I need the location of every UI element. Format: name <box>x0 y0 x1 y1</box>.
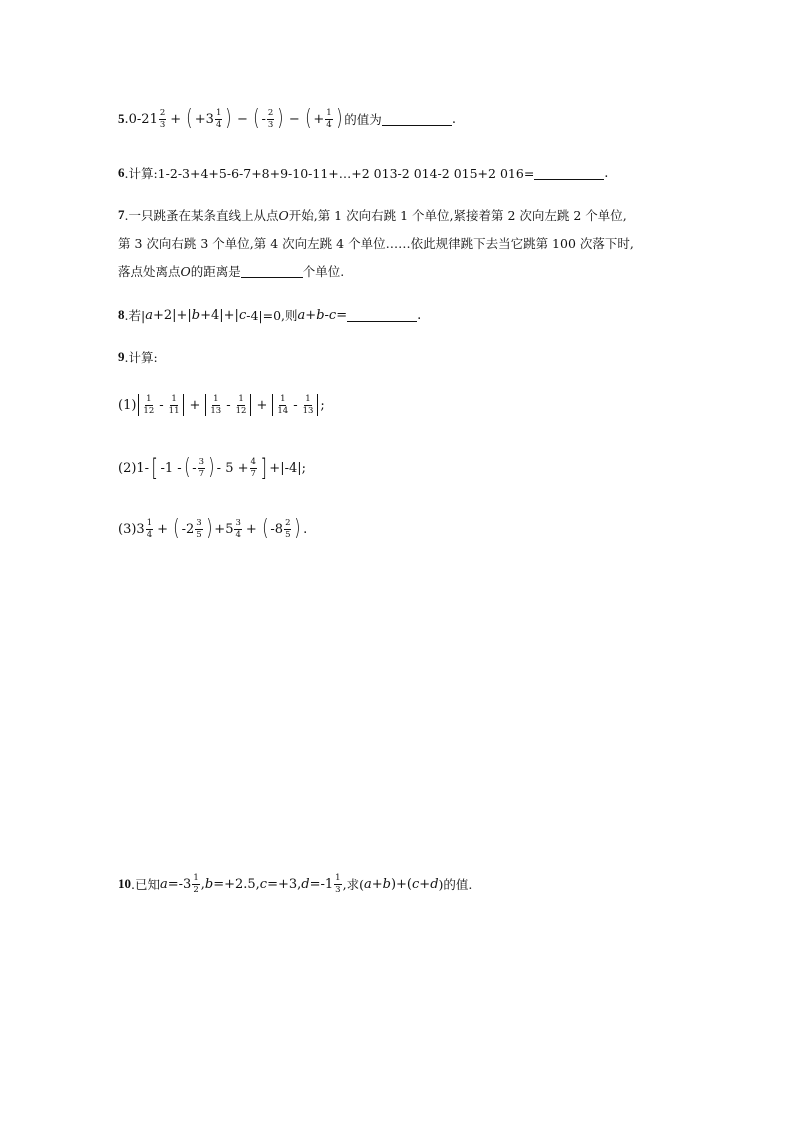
question-6 <box>118 164 608 182</box>
variable: d <box>301 876 310 892</box>
question-text: 落点处离点 <box>118 264 181 279</box>
question-text: 个单位. <box>302 264 345 279</box>
question-9-part-1 <box>118 394 325 416</box>
variable: c <box>412 876 420 892</box>
question-7-line-2 <box>118 234 634 252</box>
fraction: 1 4 <box>215 108 222 130</box>
question-text: 的距离是 <box>190 264 241 279</box>
expression-text: + <box>313 111 325 127</box>
question-text: ,求( <box>342 877 364 892</box>
abs-bar <box>317 394 318 416</box>
expression-text: =-3 <box>167 876 192 892</box>
fraction: $\frac{1}{4}$ <box>326 108 332 130</box>
right-paren: ) <box>208 455 215 480</box>
left-paren: ( <box>304 106 312 131</box>
question-9-part-2 <box>118 456 306 480</box>
variable: a <box>363 876 372 892</box>
expression-text: -2 <box>181 521 195 537</box>
operator: - <box>159 397 164 413</box>
question-9 <box>118 348 158 366</box>
expression-text: +4|+| <box>200 307 239 323</box>
expression-text: =-1 <box>309 876 334 892</box>
point-label: O <box>180 263 191 279</box>
operator: - <box>293 397 298 413</box>
operator: = <box>336 307 348 323</box>
fraction: 1 2 <box>193 873 199 895</box>
abs-bar <box>250 394 251 416</box>
question-number: 7 <box>118 207 125 222</box>
expression-text: - <box>261 111 266 127</box>
fraction: 1 13 <box>302 394 314 416</box>
question-text: 的值为 <box>344 112 382 127</box>
expression-text: =+2.5, <box>213 876 260 892</box>
abs-bar <box>183 394 184 416</box>
answer-blank[interactable] <box>382 113 452 126</box>
variable: b <box>382 876 391 892</box>
abs-bar <box>205 394 206 416</box>
question-8 <box>118 306 421 324</box>
expression-text: =+3, <box>267 876 302 892</box>
answer-blank[interactable] <box>534 167 604 180</box>
question-text: .计算: <box>124 350 158 365</box>
answer-blank[interactable] <box>241 265 303 278</box>
question-text: )的值. <box>438 877 473 892</box>
question-7-line-3 <box>118 262 344 280</box>
fraction: 1 12 <box>235 394 247 416</box>
fraction: 1 13 <box>210 394 222 416</box>
variable: a <box>297 307 306 323</box>
question-text: .计算:1-2-3+4+5-6-7+8+9-10-11+…+2 013-2 014-2 015+2 016= <box>124 166 535 181</box>
question-text: 开始,第 1 次向右跳 1 个单位,紧接着第 2 次向左跳 2 个单位, <box>288 208 627 223</box>
question-text: .若| <box>124 308 146 323</box>
operator: − <box>236 111 248 127</box>
right-bracket: ] <box>260 454 267 482</box>
operator: + <box>157 521 169 537</box>
operator: + <box>371 876 383 892</box>
punctuation: ; <box>320 397 325 413</box>
expression-text: -1 - <box>160 460 182 476</box>
left-paren: ( <box>183 455 191 480</box>
variable: b <box>191 307 201 323</box>
fraction: 3 4 <box>235 518 241 540</box>
fraction: 2 3 <box>267 108 274 130</box>
part-label: (1) <box>118 397 137 413</box>
variable: a <box>159 876 168 892</box>
part-label: (3)3 <box>118 521 145 537</box>
question-number: 9 <box>118 349 125 364</box>
variable: b <box>204 876 214 892</box>
left-paren: ( <box>261 516 269 541</box>
right-paren: ) <box>335 106 343 131</box>
variable: a <box>145 307 153 323</box>
question-number: 10 <box>118 876 131 891</box>
period: . <box>417 307 422 323</box>
fraction: 2 5 <box>285 518 291 540</box>
operator: + <box>189 397 201 413</box>
right-paren: ) <box>277 106 284 131</box>
variable: b <box>316 307 325 323</box>
right-paren: ) <box>205 516 213 541</box>
expression-text: -4|=0,则 <box>246 308 298 323</box>
variable: d <box>430 876 439 892</box>
fraction: 1 11 <box>168 394 180 416</box>
variable: c <box>328 307 337 323</box>
expression-text: -8 <box>270 521 284 537</box>
question-number: 8 <box>118 307 125 322</box>
expression-text: - 5 + <box>216 460 249 476</box>
left-paren: ( <box>173 516 180 541</box>
expression-text: +5 <box>214 521 234 537</box>
fraction: 1 4 <box>146 518 153 540</box>
fraction: 1 3 <box>335 873 341 895</box>
right-paren: ) <box>225 106 232 131</box>
expression-text: +2|+| <box>152 307 192 323</box>
question-9-part-3 <box>118 518 307 540</box>
expression-text: +3 <box>194 111 214 127</box>
expression-text: +|-4|; <box>269 460 306 476</box>
fraction: 1 14 <box>277 394 289 416</box>
expression-text: .0-21 <box>124 111 158 127</box>
operator: - <box>226 397 231 413</box>
question-10 <box>118 874 472 894</box>
period: . <box>451 111 456 127</box>
question-text: 第 3 次向右跳 3 个单位,第 4 次向左跳 4 个单位……依此规律跳下去当它跳第 100 次落下时, <box>118 236 634 251</box>
part-label: (2)1- <box>118 460 150 476</box>
left-bracket: [ <box>151 454 159 482</box>
point-label: O <box>278 207 289 223</box>
operator: + <box>419 876 431 892</box>
period: . <box>604 165 609 181</box>
right-paren: ) <box>294 516 302 541</box>
expression-text: - <box>192 460 197 476</box>
question-text: .已知 <box>131 877 160 892</box>
operator: + <box>245 521 257 537</box>
expression-text: )+( <box>390 876 412 892</box>
abs-bar <box>138 394 139 416</box>
question-number: 5 <box>118 111 125 126</box>
operator: + <box>305 307 317 323</box>
question-5 <box>118 108 456 130</box>
question-7-line-1 <box>118 206 627 224</box>
fraction: 2 3 <box>159 108 166 130</box>
variable: c <box>259 876 268 892</box>
fraction: $\frac{4}{7}$ <box>250 457 256 479</box>
fraction: 3 7 <box>198 457 205 479</box>
left-paren: ( <box>252 106 260 131</box>
fraction: 1 12 <box>143 394 155 416</box>
expression-text: , <box>200 876 205 892</box>
left-paren: ( <box>186 106 193 131</box>
answer-blank[interactable] <box>347 309 417 322</box>
operator: − <box>288 111 300 127</box>
operator: + <box>256 397 268 413</box>
operator: - <box>324 307 329 323</box>
question-number: 6 <box>118 165 125 180</box>
question-text: .一只跳蚤在某条直线上从点 <box>124 208 279 223</box>
fraction: 3 5 <box>196 518 202 540</box>
abs-bar <box>272 394 273 416</box>
variable: c <box>238 307 247 323</box>
period: . <box>303 521 308 537</box>
operator: + <box>170 111 182 127</box>
